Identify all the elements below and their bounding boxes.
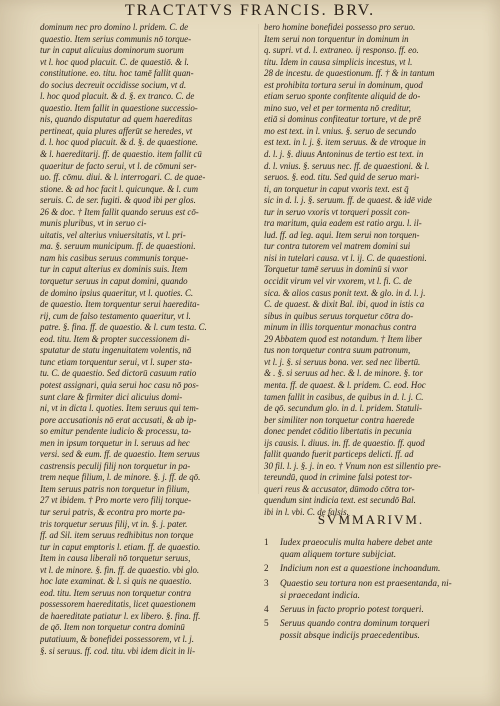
text-line: tunc etiam torquentur serui, vt l. super sta- [40,356,193,367]
text-line: queri reus & accusator, dūmodo cōtra tor- [264,483,415,494]
text-line: tereundū, quod in crimine falsi potest tor- [264,472,413,483]
text-line: so emitur pendente iudicio & processu, ta- [40,426,192,437]
summary-item-number: 4 [264,604,269,615]
summary-item-number: 5 [264,618,269,629]
text-line: quaestio. Item fallit in quaestione successio- [40,102,198,113]
right-column [264,22,478,519]
summary-item-text: possit absque indicijs praecedentibus. [280,630,420,641]
text-line: tur in caput alicuius dominorum suorum [40,45,184,56]
text-line: donec pendet cōditio libertatis in pecunia [264,426,412,437]
text-line: potest assignari, quia serui hoc casu nō pos- [40,379,199,390]
text-line: tamen fallit in casibus, de quibus in d. l. j. C. [264,391,424,402]
text-line: vt l. de minore. §. fin. ff. de quaestio. vbi glo. [40,564,200,575]
text-line: ber similiter non torquetur contra haerede [264,414,415,425]
text-line: de qō. secundum glo. in d. l. pridem. Statuli- [264,403,423,414]
summary-item [264,562,478,574]
text-line: uitatis, vel alterius vniuersitatis, vt l. pri- [40,229,186,240]
text-line: hoc late examinat. & l. si quis ne quaestio. [40,576,192,587]
text-line: munis pluribus, vt in seruo ci- [40,218,147,229]
text-line: pore accusationis nō erat accusati, & ab ip- [40,414,197,425]
text-line: eod. titu. Item seruus non torquetur contra [40,587,192,598]
text-line: patre. §. fina. ff. de quaestio. & l. cum testa. C. [40,322,207,333]
text-line: mino suo, vel et per tormenta nō creditur, [264,102,411,113]
summary-item-text: Quaestio seu tortura non est praesentanda, ni- [280,577,452,588]
summary-item-number: 3 [264,577,269,588]
text-line: eod. titu. Item & propter successionem di- [40,333,190,344]
text-line: 27 vt ibidem. † Pro morte vero filij torque- [40,495,192,506]
text-line: l. hoc quod placuit. & d. §. ex tranco. C. de [40,91,195,102]
summary-title: SVMMARIVM. [317,512,425,527]
text-line: ijs causis. l. diuus. in. ff. de quaestio. ff. quod [264,437,425,448]
text-line: est text. in l. j. §. item seruus. & de vtroque in [264,137,426,148]
text-line: Item seruus patris non torquetur in filium, [40,483,190,494]
text-line: tu. C. de quaestio. Sed dictorū casuum ratio [40,368,197,379]
text-line: d. l. vnius. §. seruus nec. ff. de quaestioni. & l. [264,160,430,171]
text-line: §. si seruus. ff. cod. titu. vbi idem dicit in li- [40,645,196,656]
text-line: uo. ff. cōmu. diui. & l. interrogari. C. de quae- [40,172,206,183]
text-line: tur in caput emptoris l. etiam. ff. de quaestio. [40,541,201,552]
text-line: tur in seruo vxoris vt torqueri possit con- [264,206,410,217]
text-line: Torquetur tamē seruus in dominū si vxor [264,264,408,275]
text-line: stione. & ad hoc facit l. quicunque. & l. cum [40,183,198,194]
column-gutter [258,24,259,494]
text-line: q. supri. vt d. l. extraneo. ij responso. ff. eo. [264,45,419,56]
running-header: TRACTATVS FRANCIS. BRV. [124,2,376,19]
text-line: quaeritur de facto serui, vt l. de cōmuni ser- [40,160,197,171]
text-line: castrensis peculij filij non torquetur in pa- [40,460,191,471]
text-line: 30 fil. l. j. §. j. in eo. † Vnum non est sillentio pre- [264,460,441,471]
summary-item-text: Seruus quando contra dominum torqueri [280,618,430,629]
text-line: Item in causa liberali nō torquetur seruus, [40,553,191,564]
text-line: nisi in tutelari causa. vt l. ij. C. de quaestioni. [264,252,427,263]
text-line: sica. & alios casus ponit text. & glo. in d. l. j. [264,287,426,298]
text-line: ma. §. seruum municipum. ff. de quaestioni. [40,241,196,252]
text-line: tur serui patris, & econtra pro morte pa- [40,506,186,517]
text-line: quaestio. Item serius communis nō torque- [40,33,192,44]
left-column [40,22,254,657]
text-line: possessorem haereditatis, licet quaestionem [40,599,196,610]
text-line: nis, quando disputatur ad quem haereditas [40,114,193,125]
text-line: ni, vt in dicta l. quoties. Item seruus qui tem- [40,403,199,414]
text-line: tur contra tutorem vel matrem domini sui [264,241,411,252]
text-line: dominum nec pro domino l. pridem. C. de [40,22,189,32]
text-line: d. l. j. §. diuus Antoninus de tertio est text. in [264,149,424,160]
text-line: de qō. Item non torquetur contra dominū [40,622,185,633]
text-line: putatiuum, & bonefidei possessorem, vt l. j. [40,633,194,644]
summary-list [264,536,478,644]
text-line: versi. sed & eum. ff. de quaestio. Item seruus [40,449,200,460]
text-line: lud. ff. ad leg. aqui. Item serui non torquen- [264,229,420,240]
summary-item [264,536,478,560]
text-line: occidit virum vel vir vxorem, vt l. fi. C. de [264,276,412,287]
summary-item [264,603,478,615]
summary-item [264,577,478,601]
text-line: do socius decreuit occidisse socium, vt d. [40,79,187,90]
text-line: minum in illis torquentur monachus contra [264,322,417,333]
text-line: sibus in quibus seruus torquetur cōtra do- [264,310,414,321]
summary-item-text: Indicium non est a quaestione inchoandum. [280,563,441,574]
text-line: etiam seruo sponte confitente aliquid de do- [264,91,421,102]
summary-item-number: 2 [264,563,269,574]
text-line: torquetur seruus in caput domini, quando [40,276,188,287]
text-line: vt l. j. §. si seruus bona. ver. sed nec libertū. [264,356,421,367]
text-line: est prohibita tortura serui in dominum, quod [264,79,423,90]
text-line: fallit quando fuerit particeps delicti. ff. ad [264,449,414,460]
text-line: & . §. si seruus ad hec. & l. de minore. §. tor [264,368,423,379]
text-line: ti, an torquetur in caput vxoris text. est q̄ [264,183,409,194]
text-line: C. de quaest. & dixit Bal. ibi, quod in istis ca [264,299,425,310]
text-line: constitutione. eo. titu. hoc tamē fallit quan- [40,68,194,79]
text-line: tra maritum, quia eadem est ratio argu. l. il- [264,218,422,229]
text-line: de quaestio. Item torquentur serui haeredita- [40,299,200,310]
text-line: tus non torquetur contra suum patronum, [264,345,411,356]
text-line: trem neque filium, l. de minore. §. j. ff. de qō. [40,472,201,483]
text-line: d. l. hoc quod placuit. & d. §. de quaestione. [40,137,199,148]
summary-item [264,617,478,641]
text-line: seruis. C. de ser. fugiti. & quod ibi per glos. [40,195,196,206]
text-line: tur in caput alterius ex dominis suis. Item [40,264,188,275]
text-line: tris torquetur seruus filij, vt in. §. j. pater. [40,518,188,529]
text-line: rij, cum de falso testamento quaeritur, vt l. [40,310,191,321]
text-line: sputatur de statu ingenuitatem volentis, nā [40,345,192,356]
summary-item-text: Seruus in facto proprio potest torqueri. [280,604,424,615]
text-line: bero homine bonefidei possesso pro seruo. [264,22,416,32]
text-line: menta. ff. de quaest. & l. pridem. C. eod. Hoc [264,379,426,390]
text-line: ff. ad Sil. item seruus redhibitus non torque [40,530,194,541]
text-line: men in ipsum torquetur in l. seruus ad hec [40,437,190,448]
text-line: sic in d. l. j. §. seruum. ff. de quaest. & idē vide [264,195,432,206]
text-line: vt l. hoc quod placuit. C. de quaestiō. & l. [40,56,189,67]
summary-item-number: 1 [264,537,269,547]
text-line: seruos. §. eod. titu. Sed quid de seruo mari- [264,172,420,183]
text-line: quendum sint indicia text. est secundō Bal. [264,495,416,506]
text-line: mo est text. in l. vnius. §. seruo de secundo [264,125,417,136]
summary-item-text: quam aliquem torture subijciat. [280,549,397,560]
text-line: etiā si dominus confiteatur torture, vt de prē [264,114,421,125]
text-line: de haereditate patiatur l. ex libero. §. fina. ff. [40,610,201,621]
text-line: pertineat, quia plures afferūt se heredes, vt [40,125,193,136]
text-line: & l. haereditarij. ff. de quaestio. item fallit cū [40,149,202,160]
summary-item-text: Iudex praeoculis multa habere debet ante [280,537,433,547]
summary-item-text: si praecedant indicia. [280,589,360,600]
text-line: 28 de incestu. de quaestionum. ff. † & in tantum [264,68,435,79]
text-line: 26 & doc. † Item fallit quando seruus est cō- [40,206,199,217]
text-line: de domino ipsius quaeritur, vt l. quoties. C. [40,287,194,298]
text-line: Item serui non torquentur in dominum in [264,33,409,44]
text-line: nam his casibus seruus communis torque- [40,252,189,263]
text-line: ibi in l. vbi. C. de falsis. [264,506,349,517]
text-line: 29 Abbatem quod est notandum. † Item liber [264,333,423,344]
text-line: titu. Idem in causa simplicis incestus, vt l. [264,56,413,67]
text-line: sunt clare & firmiter dici alicuius domi- [40,391,183,402]
